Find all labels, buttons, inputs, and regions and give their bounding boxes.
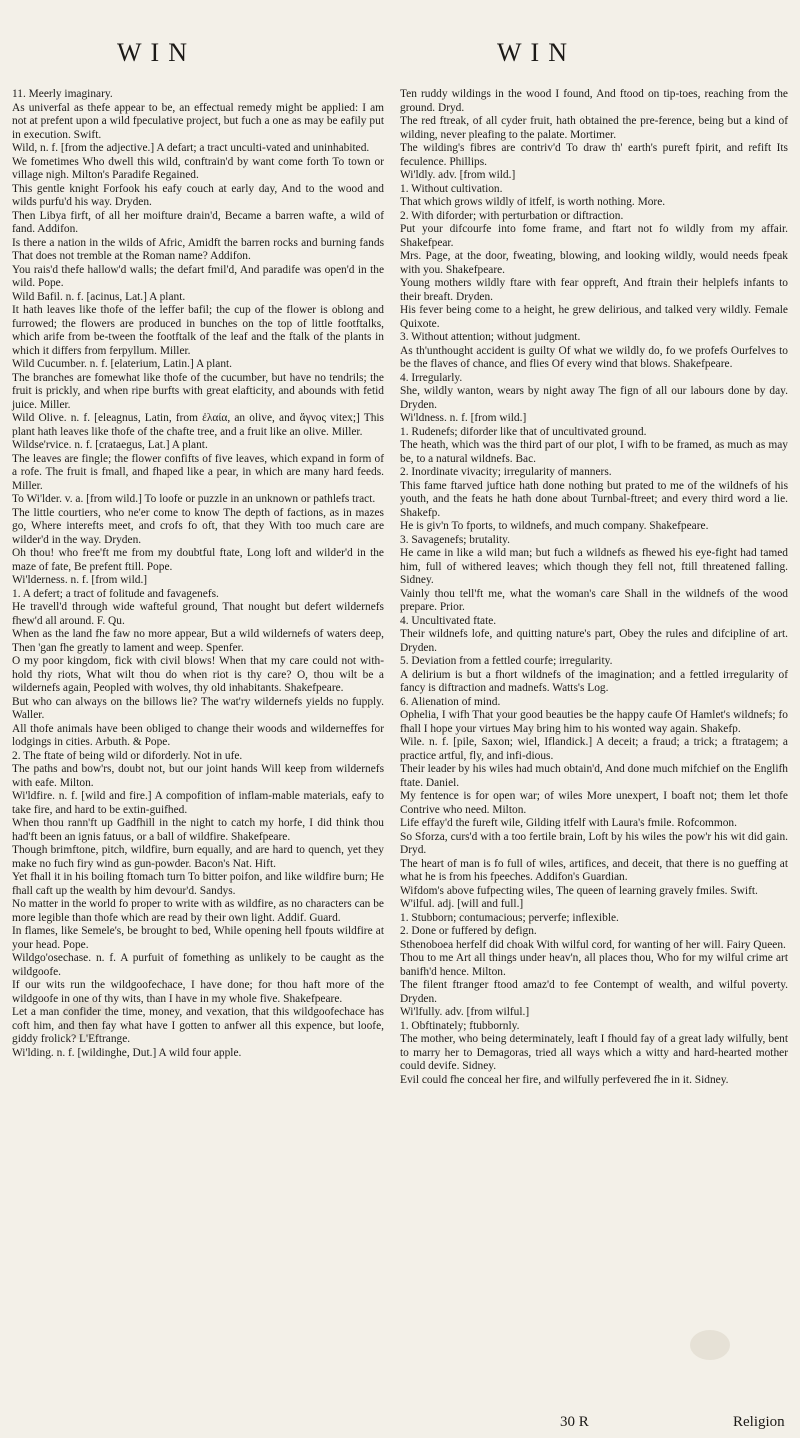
text-paragraph: 11. Meerly imaginary. — [12, 88, 113, 100]
text-paragraph: 4. Uncultivated ftate. — [400, 614, 497, 627]
text-paragraph: He came in like a wild man; but fuch a wildnefs as fhewed his eye-fight had tamed him, full of withered leaves; which though they fell not, ftill threatened falling. Sidney. — [400, 547, 788, 586]
text-paragraph: Wildgo'osechase. n. f. A purfuit of fomething as unlikely to be caught as the wildgoofe. — [12, 952, 384, 978]
text-paragraph: This gentle knight Forfook his eafy couch at early day, And to the wood and wilds purfu'd his way. Dryden. — [12, 182, 384, 208]
text-paragraph: The filent ftranger ftood amaz'd to fee Contempt of wealth, and wilful poverty. Dryden. — [400, 979, 788, 1005]
text-paragraph: 5. Deviation from a fettled courfe; irregularity. — [400, 655, 613, 667]
text-paragraph: 1. Without cultivation. — [400, 182, 503, 195]
text-paragraph: When as the land fhe faw no more appear, But a wild wildernefs of waters deep, Then 'gan fhe greatly to lament and weep. Spenfer. — [12, 628, 384, 654]
text-paragraph: 3. Without attention; without judgment. — [400, 331, 581, 343]
text-paragraph: It hath leaves like thofe of the leffer bafil; the cup of the flower is oblong and furrowed; the flowers are produced in bunches on the top of little footftalks, which arife from be-tween the footftalk of the leaf and the ftalk of the plants in which it differs from ferpyllum. Miller. — [12, 304, 384, 357]
text-paragraph: 1. Obftinately; ftubbornly. — [400, 1019, 520, 1032]
text-paragraph: Wi'lfully. adv. [from wilful.] — [400, 1006, 530, 1018]
text-paragraph: In flames, like Semele's, be brought to bed, While opening hell fpouts wildfire at your head. Pope. — [12, 925, 384, 951]
text-paragraph: The mother, who being determinately, leaft I fhould fay of a great lady wilfully, bent to marry her to Demagoras, tried all ways which a witty and hard-hearted mother could devife. Sidney. — [400, 1033, 788, 1072]
right-column — [400, 88, 788, 1087]
text-paragraph: 2. Inordinate vivacity; irregularity of manners. — [400, 466, 612, 478]
running-header-left: WIN — [117, 38, 196, 67]
text-paragraph: Wild Cucumber. n. f. [elaterium, Latin.] A plant. — [12, 358, 233, 370]
text-paragraph: But who can always on the billows lie? The wat'ry wildernefs yields no fupply. Waller. — [12, 695, 384, 721]
text-paragraph: Wild Bafil. n. f. [acinus, Lat.] A plant. — [12, 290, 186, 303]
text-paragraph: The red ftreak, of all cyder fruit, hath obtained the pre-ference, being but a kind of wilding, never pleafing to the palate. Mortimer. — [400, 115, 788, 141]
text-paragraph: Young mothers wildly ftare with fear oppreft, And ftrain their helplefs infants to their breaft. Dryden. — [400, 277, 788, 303]
text-paragraph: The paths and bow'rs, doubt not, but our joint hands Will keep from wildernefs with eafe. Milton. — [12, 763, 384, 789]
text-paragraph: 2. With diforder; with perturbation or diftraction. — [400, 209, 624, 222]
text-paragraph: His fever being come to a height, he grew delirious, and talked very wildly. Female Quixote. — [400, 304, 788, 330]
text-paragraph: 3. Savagenefs; brutality. — [400, 533, 510, 546]
text-paragraph: Yet fhall it in his boiling ftomach turn To bitter poifon, and like wildfire burn; He fhall caft up the wealth by him devour'd. Sandys. — [12, 871, 384, 897]
text-paragraph: 6. Alienation of mind. — [400, 695, 501, 708]
text-paragraph: When thou rann'ft up Gadfhill in the night to catch my horfe, I did think thou had'ft been an ignis fatuus, or a ball of wildfire. Shakefpeare. — [12, 817, 384, 843]
text-paragraph: Oh thou! who free'ft me from my doubtful ftate, Long loft and wilder'd in the maze of fate, Be prefent ftill. Pope. — [12, 547, 384, 573]
text-paragraph: Sthenoboea herfelf did choak With wilful cord, for wanting of her will. Fairy Queen. — [400, 938, 786, 951]
text-paragraph: She, wildly wanton, wears by night away The fign of all our labours done by day. Dryden. — [400, 385, 788, 411]
text-paragraph: Their wildnefs lofe, and quitting nature's part, Obey the rules and difcipline of art. Dryden. — [400, 628, 788, 654]
text-paragraph: Wildse'rvice. n. f. [crataegus, Lat.] A plant. — [12, 439, 208, 451]
age-spot — [690, 1330, 730, 1360]
text-paragraph: Is there a nation in the wilds of Afric, Amidft the barren rocks and burning fands That does not tremble at the Roman name? Addifon. — [12, 236, 384, 262]
text-paragraph: My fentence is for open war; of wiles More unexpert, I boaft not; them let thofe Contrive who need. Milton. — [400, 790, 788, 816]
text-paragraph: 4. Irregularly. — [400, 371, 463, 384]
text-paragraph: Wild, n. f. [from the adjective.] A defart; a tract unculti-vated and uninhabited. — [12, 142, 370, 154]
text-paragraph: Then Libya firft, of all her moifture drain'd, Became a barren wafte, a wild of fand. Addifon. — [12, 209, 384, 235]
text-paragraph: Wifdom's above fufpecting wiles, The queen of learning gravely fmiles. Swift. — [400, 884, 758, 897]
text-paragraph: Wi'lderness. n. f. [from wild.] — [12, 574, 148, 586]
text-paragraph: Their leader by his wiles had much obtain'd, And done much mifchief on the Englifh ftate. Daniel. — [400, 763, 788, 789]
text-paragraph: Wild Olive. n. f. [eleagnus, Latin, from ἐλαία, an olive, and ἄγνος vitex;] This plant hath leaves like thofe of the chafte tree, and a fruit like an olive. Miller. — [12, 412, 384, 438]
text-paragraph: Life effay'd the fureft wile, Gilding itfelf with Laura's fmile. Rofcommon. — [400, 817, 737, 829]
text-paragraph: Wi'lding. n. f. [wildinghe, Dut.] A wild four apple. — [12, 1046, 242, 1059]
text-paragraph: O my poor kingdom, fick with civil blows! When that my care could not with-hold thy riots, What wilt thou do when riot is thy care? O, thou wilt be a wildernefs again, Peopled with wolves, thy old inhabitants. Shakefpeare. — [12, 655, 384, 694]
page-signature: 30 R — [560, 1414, 589, 1430]
text-paragraph: No matter in the world fo proper to write with as wildfire, as no characters can be more legible than thofe which are read by their own light. Addif. Guard. — [12, 898, 384, 924]
text-paragraph: He is giv'n To fports, to wildnefs, and much company. Shakefpeare. — [400, 520, 709, 532]
text-paragraph: We fometimes Who dwell this wild, conftrain'd by want come forth To town or village nigh. Milton's Paradife Regained. — [12, 155, 384, 181]
text-paragraph: Put your difcourfe into fome frame, and ftart not fo wildly from my affair. Shakefpear. — [400, 223, 788, 249]
text-paragraph: If our wits run the wildgoofechace, I have done; for thou haft more of the wildgoofe in one of thy wits, than I have in my whole five. Shakefpeare. — [12, 979, 384, 1005]
text-paragraph: Wi'ldly. adv. [from wild.] — [400, 169, 516, 181]
text-paragraph: Wile. n. f. [pile, Saxon; wiel, Iflandick.] A deceit; a fraud; a trick; a ftratagem; a practice artful, fly, and infi-dious. — [400, 736, 788, 762]
text-paragraph: As th'unthought accident is guilty Of what we wildly do, fo we profefs Ourfelves to be the flaves of chance, and flies Of every wind that blows. Shakefpeare. — [400, 344, 788, 370]
text-paragraph: As univerfal as thefe appear to be, an effectual remedy might be applied: I am not at prefent upon a wild fpeculative project, but fuch a one as may be eafily put in execution. Swift. — [12, 101, 384, 141]
left-column — [12, 88, 384, 1060]
text-paragraph: 1. Stubborn; contumacious; perverfe; inflexible. — [400, 911, 619, 924]
text-paragraph: The heath, which was the third part of our plot, I wifh to be framed, as much as may be, to a natural wildnefs. Bac. — [400, 439, 788, 465]
text-paragraph: Vainly thou tell'ft me, what the woman's care Shall in the wildnefs of the wood prepare. Prior. — [400, 587, 788, 613]
text-paragraph: 1. A defert; a tract of folitude and favagenefs. — [12, 587, 219, 600]
catchword: Religion — [733, 1414, 785, 1430]
text-paragraph: To Wi'lder. v. a. [from wild.] To loofe or puzzle in an unknown or pathlefs tract. — [12, 493, 376, 505]
running-header-right: WIN — [497, 38, 576, 67]
text-paragraph: This fame ftarved juftice hath done nothing but prated to me of the wildnefs of his youth, and the feats he hath done about Turnbal-ftreet; and every third word a lie. Shakefp. — [400, 479, 788, 519]
text-paragraph: 1. Rudenefs; diforder like that of uncultivated ground. — [400, 425, 647, 438]
text-paragraph: Thou to me Art all things under heav'n, all places thou, Who for my wilful crime art banifh'd hence. Milton. — [400, 952, 788, 978]
text-paragraph: 2. Done or fuffered by defign. — [400, 925, 537, 937]
text-paragraph: He travell'd through wide wafteful ground, That nought but defert wildernefs fhew'd all around. F. Qu. — [12, 601, 384, 627]
text-paragraph: That which grows wildly of itfelf, is worth nothing. More. — [400, 196, 666, 208]
text-paragraph: The little courtiers, who ne'er come to know The depth of factions, as in mazes go, Where interefts meet, and crofs fo oft, that they With too much care are wilder'd in the way. Dryden. — [12, 506, 384, 546]
text-paragraph: The leaves are fingle; the flower confifts of five leaves, which expand in form of a rofe. The fruit is fmall, and fhaped like a pear, in which are many hard feeds. Miller. — [12, 452, 384, 492]
text-paragraph: Let a man confider the time, money, and vexation, that this wildgoofechace has coft him, and then fay what have I gotten to anfwer all this expence, but loofe, giddy frolick? L'Eftrange. — [12, 1006, 384, 1045]
text-paragraph: 2. The ftate of being wild or diforderly. Not in ufe. — [12, 749, 243, 762]
text-paragraph: The wilding's fibres are contriv'd To draw th' earth's pureft fpirit, and refift Its feculence. Phillips. — [400, 142, 788, 168]
text-paragraph: Mrs. Page, at the door, fweating, blowing, and looking wildly, would needs fpeak with you. Shakefpeare. — [400, 250, 788, 276]
text-paragraph: All thofe animals have been obliged to change their woods and wilderneffes for lodgings in cities. Arbuth. & Pope. — [12, 722, 384, 748]
text-paragraph: You rais'd thefe hallow'd walls; the defart fmil'd, And paradife was open'd in the wild. Pope. — [12, 263, 384, 289]
text-paragraph: Evil could fhe conceal her fire, and wilfully perfevered fhe in it. Sidney. — [400, 1073, 729, 1086]
text-paragraph: W'ilful. adj. [will and full.] — [400, 898, 524, 910]
text-paragraph: Wi'ldness. n. f. [from wild.] — [400, 412, 527, 424]
text-paragraph: A delirium is but a fhort wildnefs of the imagination; and a fettled irregularity of fancy is diftraction and madnefs. Watts's Log. — [400, 668, 788, 694]
text-paragraph: Ophelia, I wifh That your good beauties be the happy caufe Of Hamlet's wildnefs; fo fhall I hope your virtues May bring him to his wonted way again. Shakefp. — [400, 709, 788, 735]
text-paragraph: Ten ruddy wildings in the wood I found, And ftood on tip-toes, reaching from the ground. Dryd. — [400, 88, 788, 114]
text-paragraph: Though brimftone, pitch, wildfire, burn equally, and are hard to quench, yet they make no fuch firy wind as gun-powder. Bacon's Nat. Hift. — [12, 844, 384, 870]
text-paragraph: So Sforza, curs'd with a too fertile brain, Loft by his wiles the pow'r his wit did gain. Dryd. — [400, 830, 788, 856]
text-paragraph: Wi'ldfire. n. f. [wild and fire.] A compofition of inflam-mable materials, eafy to take fire, and hard to be extin-guifhed. — [12, 790, 384, 816]
text-paragraph: The heart of man is fo full of wiles, artifices, and deceit, that there is no gueffing at what he is from his fpeeches. Addifon's Guardian. — [400, 857, 788, 883]
text-paragraph: The branches are fomewhat like thofe of the cucumber, but have no tendrils; the fruit is prickly, and when ripe burfts with great elafticity, and abounds with fetid juice. Miller. — [12, 371, 384, 411]
